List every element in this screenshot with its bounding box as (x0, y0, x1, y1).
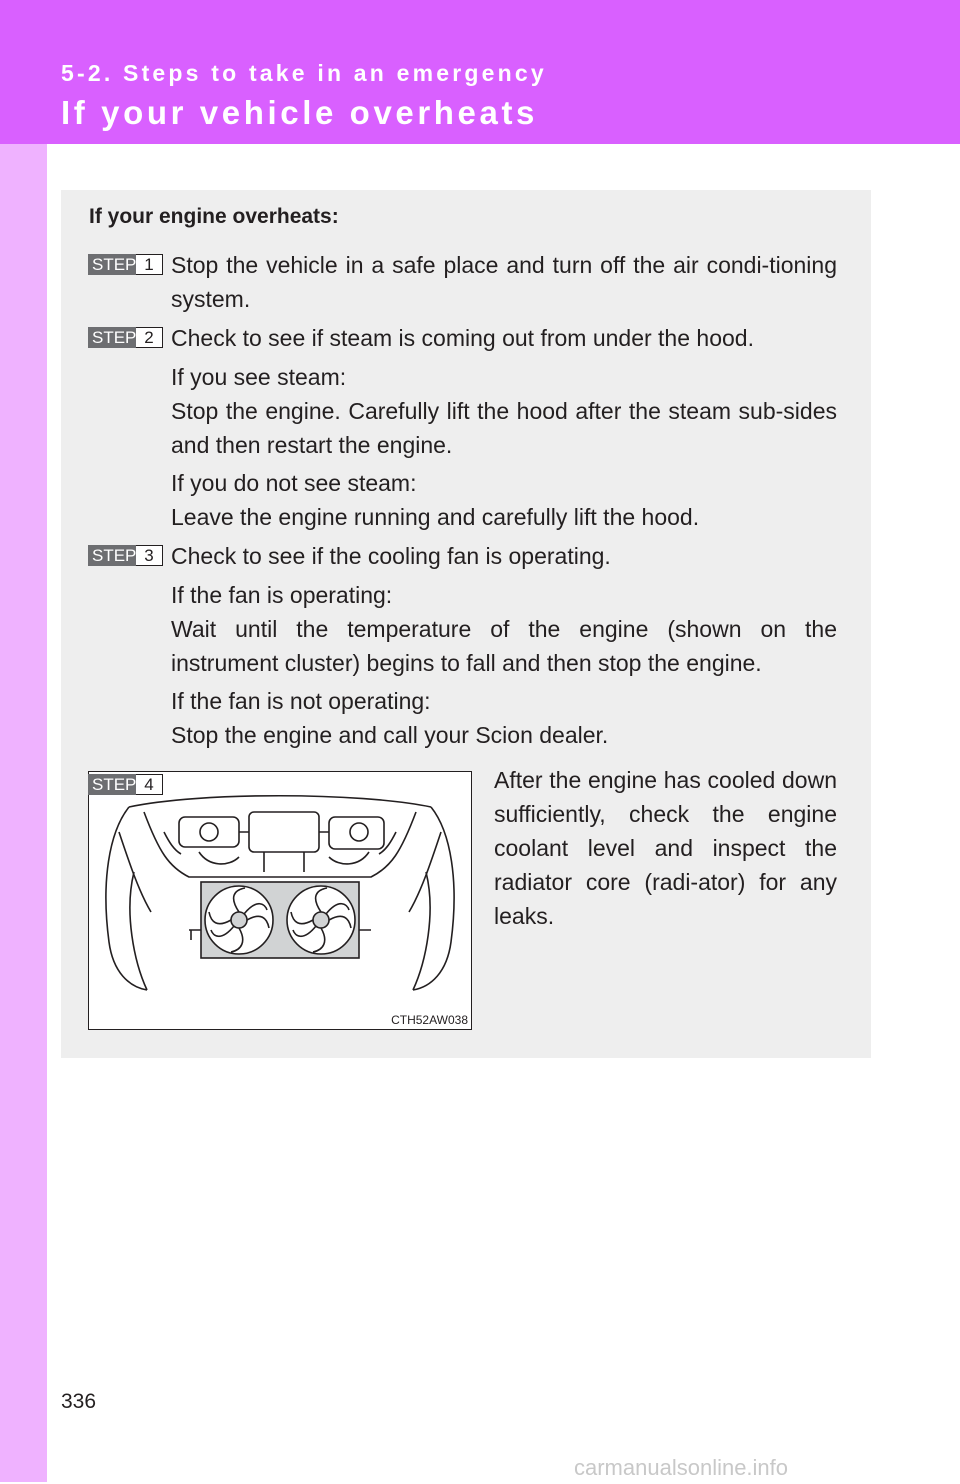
step-word: STEP (88, 327, 136, 348)
page-number: 336 (61, 1390, 97, 1413)
section-label: 5-2. Steps to take in an emergency (61, 60, 547, 86)
step-3-text: Check to see if the cooling fan is operating. (171, 543, 611, 569)
engine-radiator-fans-icon (89, 772, 471, 1029)
intro-heading: If your engine overheats: (89, 205, 339, 228)
step-2-case-2-action: Leave the engine running and carefully lift the hood. (171, 504, 700, 530)
step-number: 1 (136, 254, 163, 275)
step-2-case-1-action: Stop the engine. Carefully lift the hood after the steam sub-sides and then restart the engine. (171, 398, 837, 458)
step-1-badge (88, 254, 163, 275)
step-number: 4 (136, 774, 163, 795)
step-3-case-2-action: Stop the engine and call your Scion dealer. (171, 722, 609, 748)
step-number: 3 (136, 545, 163, 566)
step-word: STEP (88, 254, 136, 275)
step-3-case-1-condition: If the fan is operating: (171, 582, 393, 608)
step-2-case-1-condition: If you see steam: (171, 364, 347, 390)
step-2-badge (88, 327, 163, 348)
step-word: STEP (88, 774, 136, 795)
side-strip (0, 144, 47, 1482)
step-3-badge (88, 545, 163, 566)
step-3-case-1-action: Wait until the temperature of the engine (shown on the instrument cluster) begins to fall and then stop the engine. (171, 616, 837, 676)
engine-figure (88, 771, 472, 1030)
header-band (0, 0, 960, 144)
step-3-case-2-condition: If the fan is not operating: (171, 688, 431, 714)
step-word: STEP (88, 545, 136, 566)
page-title: If your vehicle overheats (61, 94, 538, 131)
watermark: carmanualsonline.info (574, 1455, 789, 1480)
figure-code: CTH52AW038 (391, 1013, 468, 1027)
step-2-text: Check to see if steam is coming out from under the hood. (171, 325, 754, 351)
step-1-text: Stop the vehicle in a safe place and turn off the air condi-tioning system. (171, 252, 837, 312)
step-4-badge (88, 774, 163, 795)
step-4-text: After the engine has cooled down sufficiently, check the engine coolant level and inspect the radiator core (radi-ator) for any leaks. (494, 767, 837, 929)
step-2-case-2-condition: If you do not see steam: (171, 470, 417, 496)
step-number: 2 (136, 327, 163, 348)
